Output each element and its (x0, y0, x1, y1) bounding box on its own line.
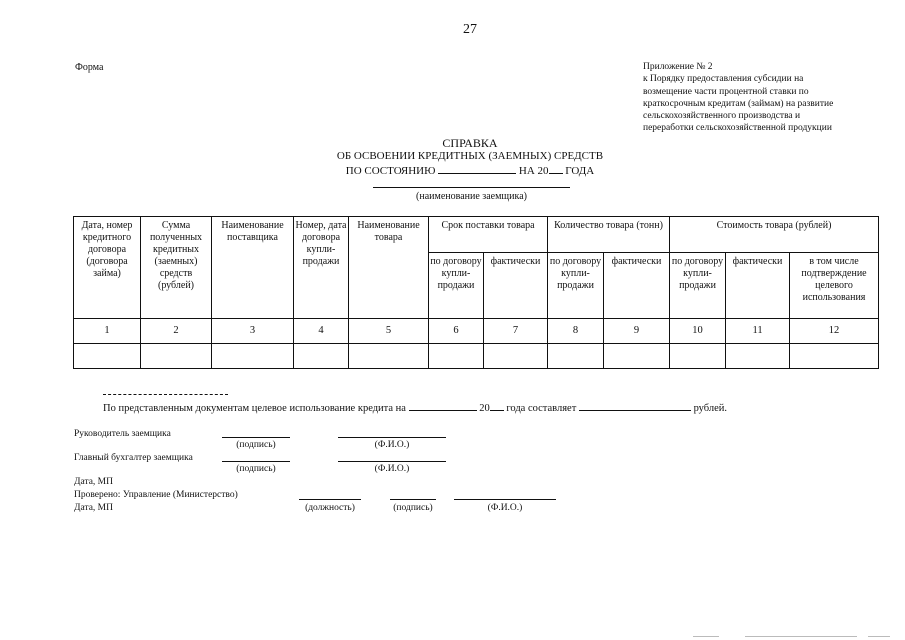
column-number: 10 (670, 319, 726, 344)
date-blank-field[interactable] (438, 163, 516, 174)
head-signature-caption: (подпись) (236, 440, 276, 450)
header-received-amount: Сумма полученных кредитных (заемных) средств (рублей) (141, 217, 212, 319)
form-label: Форма (75, 62, 104, 73)
statement-year-field[interactable] (490, 401, 504, 411)
verifier-position-field[interactable] (299, 499, 361, 500)
statement-prefix: По представленным документам целевое использование кредита на (103, 403, 406, 414)
borrower-name-field[interactable] (373, 187, 570, 188)
header-goods-name: Наименование товара (349, 217, 429, 319)
table-header-row (74, 217, 879, 253)
usage-statement (103, 401, 727, 414)
footnote-separator (103, 394, 228, 395)
accountant-signature-caption: (подпись) (236, 464, 276, 474)
table-row (74, 344, 879, 369)
statement-middle: года составляет (506, 403, 577, 414)
credit-usage-table (73, 216, 879, 369)
title-year-suffix: ГОДА (565, 165, 595, 177)
column-number: 12 (790, 319, 879, 344)
verifier-fio-field[interactable] (454, 499, 556, 500)
appendix-line: переработки сельскохозяйственной продукции (643, 123, 832, 134)
title-line-1: СПРАВКА (442, 136, 498, 150)
header-quantity-actual: фактически (604, 253, 670, 319)
table-cell-empty[interactable] (604, 344, 670, 369)
header-goods-cost: Стоимость товара (рублей) (670, 217, 879, 253)
table-cell-empty[interactable] (294, 344, 349, 369)
table-cell-empty[interactable] (548, 344, 604, 369)
table-cell-empty[interactable] (141, 344, 212, 369)
head-fio-caption: (Ф.И.О.) (374, 440, 410, 450)
column-number: 3 (212, 319, 294, 344)
column-number: 8 (548, 319, 604, 344)
accountant-signature-field[interactable] (222, 461, 290, 462)
accountant-fio-field[interactable] (338, 461, 446, 462)
scan-artifact-line (868, 636, 890, 637)
verifier-signature-field[interactable] (390, 499, 436, 500)
appendix-line: Приложение № 2 (643, 62, 713, 72)
column-number: 4 (294, 319, 349, 344)
statement-year: 20 (479, 403, 490, 414)
appendix-line: сельскохозяйственного производства и (643, 111, 801, 122)
column-number: 1 (74, 319, 141, 344)
header-cost-actual: фактически (726, 253, 790, 319)
statement-suffix: рублей. (693, 403, 728, 414)
title-line-3 (300, 163, 640, 178)
appendix-line: к Порядку предоставления субсидии на (643, 74, 804, 85)
table-cell-empty[interactable] (790, 344, 879, 369)
column-number: 6 (429, 319, 484, 344)
appendix-line: возмещение части процентной ставки по (643, 86, 809, 97)
appendix-block (643, 61, 833, 135)
header-delivery-by-contract: по договору купли-продажи (429, 253, 484, 319)
accountant-fio-caption: (Ф.И.О.) (374, 464, 410, 474)
title-date-prefix: ПО СОСТОЯНИЮ (345, 165, 436, 177)
head-fio-field[interactable] (338, 437, 446, 438)
statement-amount-field[interactable] (579, 401, 691, 411)
head-of-borrower-label: Руководитель заемщика (74, 429, 171, 439)
date-stamp-label-2: Дата, МП (74, 503, 113, 513)
page-number: 27 (463, 22, 477, 37)
column-number: 2 (141, 319, 212, 344)
header-supplier-name: Наименование поставщика (212, 217, 294, 319)
header-delivery-actual: фактически (484, 253, 548, 319)
statement-date-field[interactable] (409, 401, 477, 411)
verifier-fio-caption: (Ф.И.О.) (487, 503, 523, 513)
chief-accountant-label: Главный бухгалтер заемщика (74, 453, 193, 463)
table-cell-empty[interactable] (726, 344, 790, 369)
column-number: 5 (349, 319, 429, 344)
verified-by-label: Проверено: Управление (Министерство) (74, 490, 238, 500)
table-cell-empty[interactable] (429, 344, 484, 369)
table-cell-empty[interactable] (670, 344, 726, 369)
header-quantity-by-contract: по договору купли-продажи (548, 253, 604, 319)
header-sale-contract: Номер, дата договора купли-продажи (294, 217, 349, 319)
table-cell-empty[interactable] (484, 344, 548, 369)
document-title (300, 137, 640, 178)
scan-artifact-line (693, 636, 719, 637)
borrower-caption: (наименование заемщика) (416, 191, 527, 202)
column-number: 11 (726, 319, 790, 344)
scan-artifact-line (745, 636, 857, 637)
head-signature-field[interactable] (222, 437, 290, 438)
header-credit-agreement: Дата, номер кредитного договора (договора займа) (74, 217, 141, 319)
date-stamp-label: Дата, МП (74, 477, 113, 487)
year-blank-field[interactable] (549, 163, 563, 174)
table-cell-empty[interactable] (212, 344, 294, 369)
title-line-2: ОБ ОСВОЕНИИ КРЕДИТНЫХ (ЗАЕМНЫХ) СРЕДСТВ (336, 150, 604, 162)
header-delivery-term: Срок поставки товара (429, 217, 548, 253)
header-cost-confirmed: в том числе подтверждение целевого использования (790, 253, 879, 319)
verifier-position-caption: (должность) (305, 503, 355, 513)
appendix-line: краткосрочным кредитам (займам) на развитие (643, 98, 834, 109)
table-cell-empty[interactable] (349, 344, 429, 369)
column-number: 7 (484, 319, 548, 344)
header-cost-by-contract: по договору купли-продажи (670, 253, 726, 319)
column-number-row (74, 319, 879, 344)
title-year-prefix: НА 20 (518, 165, 549, 177)
verifier-signature-caption: (подпись) (393, 503, 433, 513)
table-cell-empty[interactable] (74, 344, 141, 369)
column-number: 9 (604, 319, 670, 344)
header-goods-quantity: Количество товара (тонн) (548, 217, 670, 253)
